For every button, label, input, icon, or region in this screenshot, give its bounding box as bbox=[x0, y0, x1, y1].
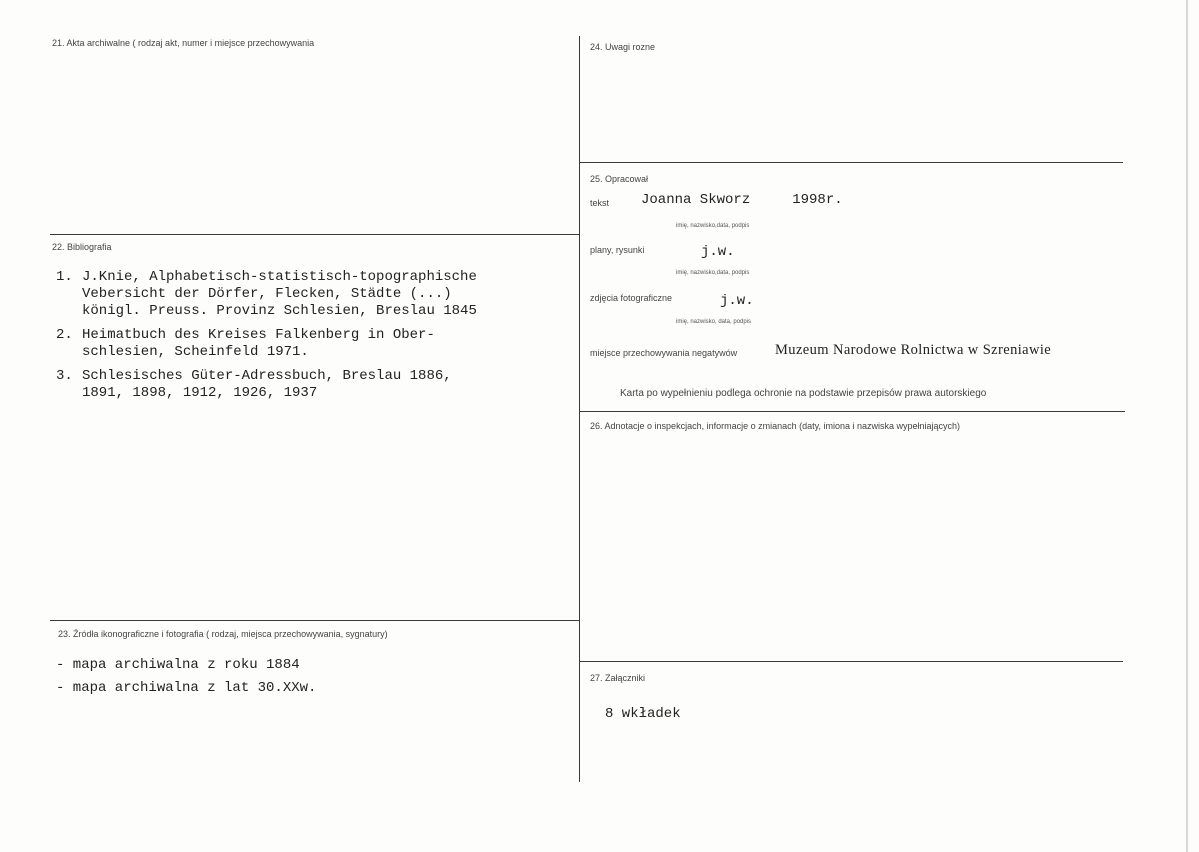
rule-26-27 bbox=[580, 661, 1123, 662]
negatywy-label: miejsce przechowywania negatywów bbox=[590, 348, 738, 358]
rule-21-22 bbox=[50, 234, 580, 235]
iconography-list bbox=[56, 657, 316, 703]
plany-value: j.w. bbox=[701, 244, 735, 260]
zdjecia-hint: imię, nazwisko, data, podpis bbox=[676, 319, 752, 325]
zdjecia-label: zdjęcia fotograficzne bbox=[590, 293, 673, 303]
section-23-label: 23. Źródła ikonograficzne i fotografia ( rodzaj, miejsca przechowywania, sygnatury) bbox=[58, 629, 388, 639]
section-21-label: 21. Akta archiwalne ( rodzaj akt, numer i miejsce przechowywania bbox=[52, 38, 315, 48]
plany-hint: imię, nazwisko,data, podpis bbox=[676, 270, 750, 276]
tekst-label: tekst bbox=[590, 198, 610, 208]
rule-22-23 bbox=[50, 620, 580, 621]
zdjecia-value: j.w. bbox=[720, 293, 754, 309]
rule-25-26 bbox=[580, 411, 1125, 412]
paper-edge bbox=[1186, 0, 1188, 852]
bibliography-item: 2. Heimatbuch des Kreises Falkenberg in Ober- schlesien, Scheinfeld 1971. bbox=[56, 327, 435, 360]
section-24-label: 24. Uwagi rozne bbox=[590, 42, 656, 52]
section-27-label: 27. Załączniki bbox=[590, 673, 646, 683]
bibliography-list bbox=[56, 269, 576, 409]
attachments-value: 8 wkładek bbox=[605, 706, 681, 722]
plany-label: plany, rysunki bbox=[590, 245, 645, 255]
bibliography-item: 3. Schlesisches Güter-Adressbuch, Breslau 1886, 1891, 1898, 1912, 1926, 1937 bbox=[56, 368, 452, 401]
section-25-label: 25. Opracował bbox=[590, 174, 649, 184]
section-26-label: 26. Adnotacje o inspekcjach, informacje o zmianach (daty, imiona i nazwiska wypełniających) bbox=[590, 421, 961, 431]
copyright-note: Karta po wypełnieniu podlega ochronie na podstawie przepisów prawa autorskiego bbox=[620, 388, 987, 399]
tekst-hint: imię, nazwisko,data, podpis bbox=[676, 223, 750, 229]
section-22-label: 22. Bibliografia bbox=[52, 242, 112, 252]
center-divider bbox=[579, 36, 580, 782]
bibliography-item: 1. J.Knie, Alphabetisch-statistisch-topographische Vebersicht der Dörfer, Flecken, Städte (...) königl. Preuss. Provinz Schlesien, Breslau 1845 bbox=[56, 269, 477, 319]
tekst-value: Joanna Skworz 1998r. bbox=[641, 192, 843, 208]
iconography-item: - mapa archiwalna z roku 1884 bbox=[56, 657, 300, 673]
rule-24-25 bbox=[580, 162, 1123, 163]
iconography-item: - mapa archiwalna z lat 30.XXw. bbox=[56, 680, 317, 696]
negatywy-value: Muzeum Narodowe Rolnictwa w Szreniawie bbox=[775, 342, 1052, 358]
